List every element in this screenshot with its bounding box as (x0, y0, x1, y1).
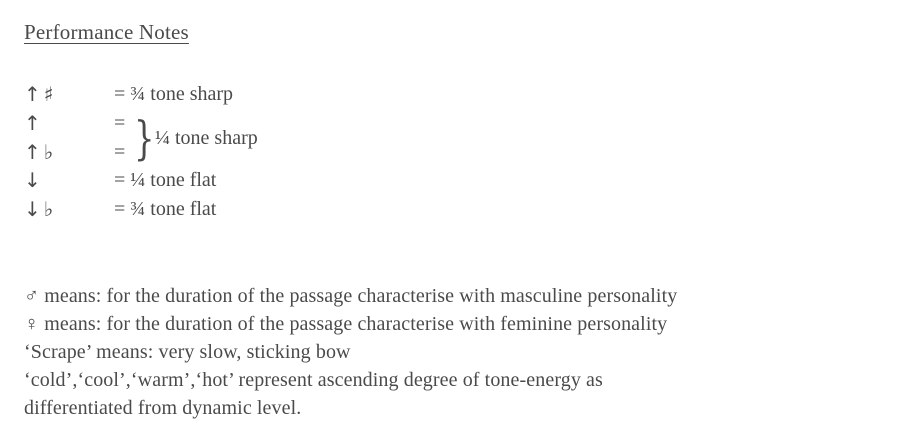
note-line-tone-energy: ‘cold’,‘cool’,‘warm’,‘hot’ represent ascending degree of tone-energy as (24, 369, 603, 391)
down-arrow-icon: ↓ (24, 168, 41, 192)
brace-meaning: ¼ tone sharp (155, 127, 258, 149)
up-arrow-icon: ↑ (24, 111, 41, 135)
symbol-up-flat (24, 140, 53, 164)
symbol-up (24, 111, 41, 135)
up-arrow-icon: ↑ (24, 140, 41, 164)
sharp-icon: ♯ (43, 82, 54, 106)
equals-sign: = (114, 112, 126, 134)
up-arrow-icon: ↑ (24, 82, 41, 106)
note-line-feminine: ♀ means: for the duration of the passage characterise with feminine personality (24, 313, 668, 335)
note-line-scrape: ‘Scrape’ means: very slow, sticking bow (24, 341, 351, 363)
brace-icon: } (134, 111, 155, 165)
symbol-down-flat (24, 197, 53, 221)
flat-icon: ♭ (43, 197, 54, 221)
flat-icon: ♭ (43, 140, 54, 164)
symbol-meaning: = ¾ tone flat (114, 198, 217, 220)
down-arrow-icon: ↓ (24, 197, 41, 221)
symbol-up-sharp (24, 82, 53, 106)
symbol-meaning: = ¼ tone flat (114, 169, 217, 191)
note-line-masculine: ♂ means: for the duration of the passage characterise with masculine personality (24, 285, 678, 307)
note-line-tone-energy-cont: differentiated from dynamic level. (24, 397, 302, 419)
page-title: Performance Notes (24, 20, 189, 44)
equals-sign: = (114, 141, 126, 163)
symbol-down (24, 168, 41, 192)
symbol-meaning: = ¾ tone sharp (114, 83, 234, 105)
